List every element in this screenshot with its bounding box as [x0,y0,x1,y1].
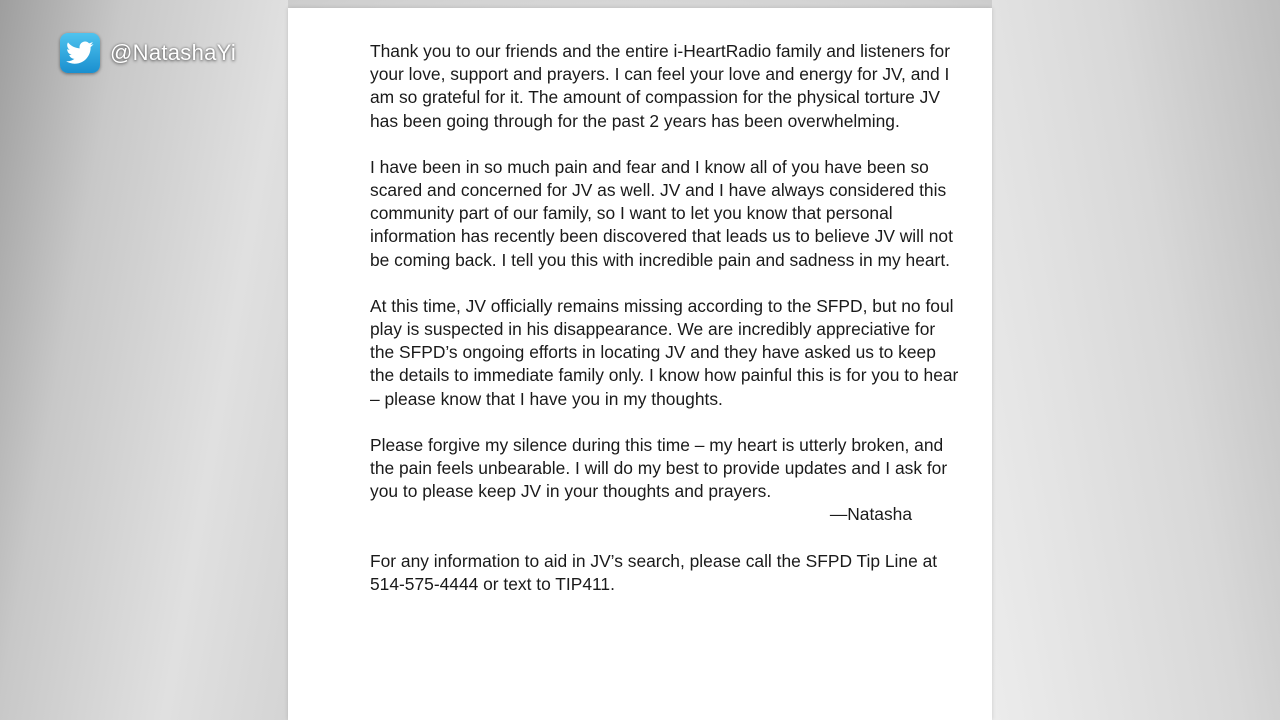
letter-signature: —Natasha [829,504,912,525]
twitter-bird-icon [60,33,100,73]
background-right [992,0,1280,720]
statement-letter [288,8,992,720]
letter-body [370,40,960,596]
twitter-handle: @NatashaYi [110,40,237,65]
background-left [0,0,288,720]
letter-paragraph-3: At this time, JV officially remains missing according to the SFPD, but no foul play is suspected in his disappearance. We are incredibly appreciative for the SFPD’s ongoing efforts in locating JV and they have asked us to keep the details to immediate family only. I know how painful this is for you to hear – please know that I have you in my thoughts. [370,295,959,409]
letter-footer-tipline: For any information to aid in JV’s search, please call the SFPD Tip Line at 514-575-4444 or text to TIP411. [370,550,938,594]
social-handle-overlay [60,33,236,73]
twitter-bird-glyph [66,41,94,65]
letter-paragraph-2: I have been in so much pain and fear and I know all of you have been so scared and concerned for JV as well. JV and I have always considered this community part of our family, so I want to let you know that personal information has recently been discovered that leads us to believe JV will not be coming back. I tell you this with incredible pain and sadness in my heart. [370,156,953,270]
letter-paragraph-4: Please forgive my silence during this time – my heart is utterly broken, and the pain feels unbearable. I will do my best to provide updates and I ask for you to please keep JV in your thoughts and prayers. [370,434,948,502]
letter-paragraph-1: Thank you to our friends and the entire i-HeartRadio family and listeners for your love, support and prayers. I can feel your love and energy for JV, and I am so grateful for it. The amount of compassion for the physical torture JV has been going through for the past 2 years has been overwhelming. [370,41,950,131]
